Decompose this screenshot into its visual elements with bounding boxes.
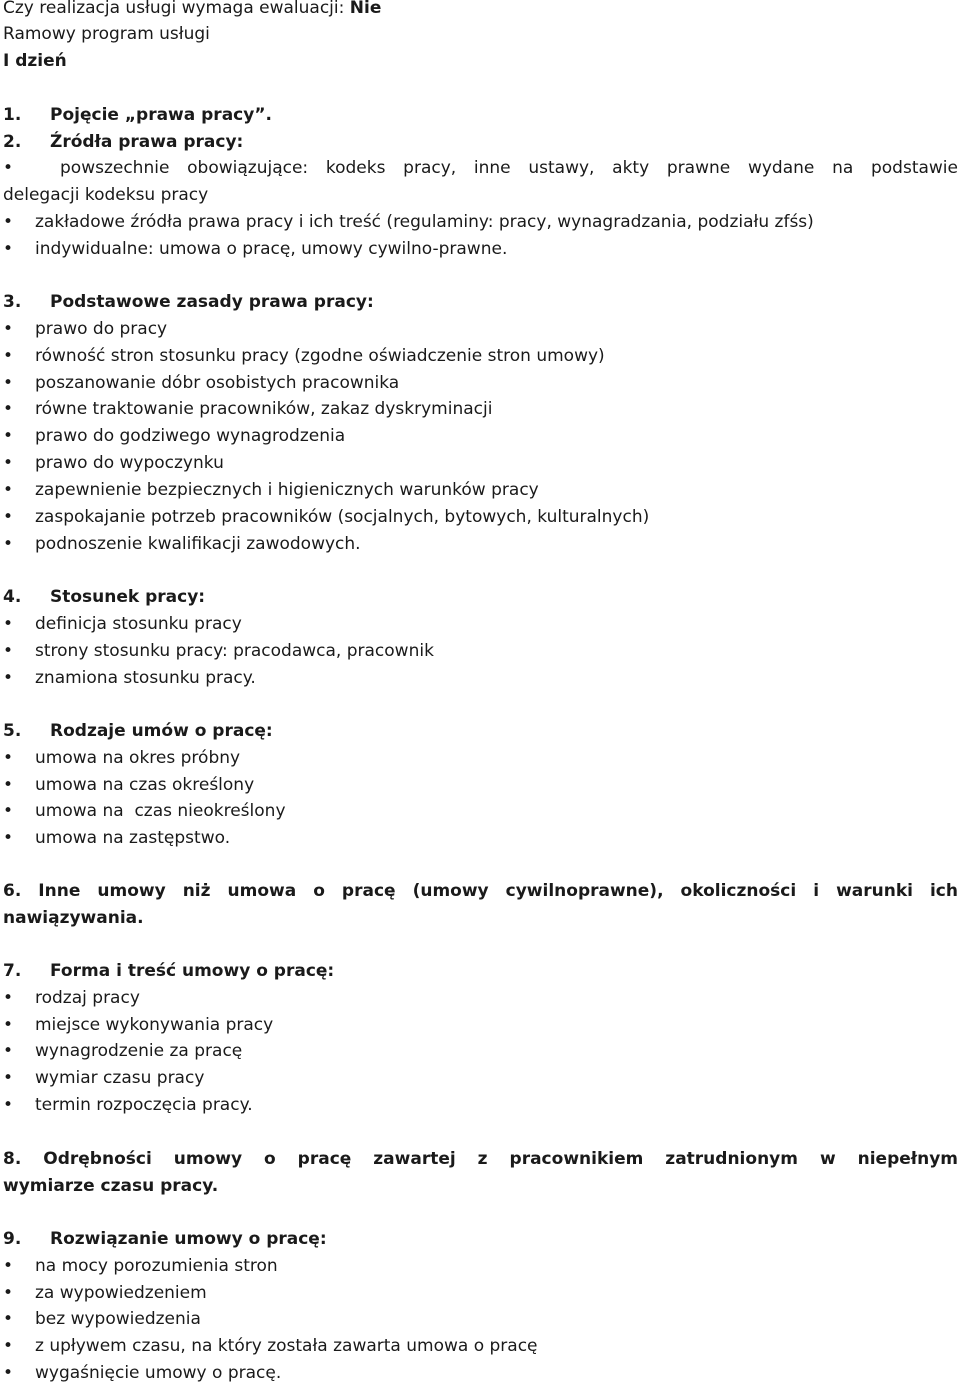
bullet-icon: • — [3, 426, 14, 446]
list-item-text: równość stron stosunku pracy (zgodne oświadczenie stron umowy) — [35, 346, 605, 366]
bullet-icon: • — [3, 212, 14, 232]
section-number: 5. — [3, 721, 22, 741]
bullet-icon: • — [3, 158, 14, 178]
section-6-heading-line1: 6. Inne umowy niż umowa o pracę (umowy cywilnoprawne), okoliczności i warunki ich — [3, 881, 958, 901]
section-number: 3. — [3, 292, 22, 312]
list-item-text: wynagrodzenie za pracę — [35, 1041, 243, 1061]
list-item-text: prawo do wypoczynku — [35, 453, 224, 473]
bullet-icon: • — [3, 319, 14, 339]
list-item-text: wygaśnięcie umowy o pracę. — [35, 1363, 282, 1383]
bullet-icon: • — [3, 453, 14, 473]
list-item-text: prawo do pracy — [35, 319, 168, 339]
list-item-text: poszanowanie dóbr osobistych pracownika — [35, 373, 400, 393]
bullet-icon: • — [3, 748, 14, 768]
section-title: Pojęcie „prawa pracy”. — [50, 105, 272, 125]
bullet-icon: • — [3, 1068, 14, 1088]
list-item-text: strony stosunku pracy: pracodawca, pracownik — [35, 641, 434, 661]
list-item-text: powszechnie obowiązujące: kodeks pracy, inne ustawy, akty prawne wydane na podstawie — [60, 158, 958, 178]
section-title: Stosunek pracy: — [50, 587, 206, 607]
evaluation-label: Czy realizacja usługi wymaga ewaluacji: — [3, 0, 350, 18]
list-item-text: znamiona stosunku pracy. — [35, 668, 256, 688]
section-title: Podstawowe zasady prawa pracy: — [50, 292, 374, 312]
bullet-icon: • — [3, 801, 14, 821]
bullet-icon: • — [3, 239, 14, 259]
list-item-text: zapewnienie bezpiecznych i higienicznych warunków pracy — [35, 480, 539, 500]
bullet-icon: • — [3, 373, 14, 393]
section-3-heading — [3, 294, 603, 311]
list-item-text: wymiar czasu pracy — [35, 1068, 205, 1088]
list-item-text: zaspokajanie potrzeb pracowników (socjalnych, bytowych, kulturalnych) — [35, 507, 650, 527]
section-number: 9. — [3, 1229, 22, 1249]
list-item-text: umowa na zastępstwo. — [35, 828, 231, 848]
list-item-text: podnoszenie kwalifikacji zawodowych. — [35, 534, 361, 554]
list-item-text: miejsce wykonywania pracy — [35, 1015, 274, 1035]
list-item-text: na mocy porozumienia stron — [35, 1256, 278, 1276]
section-number: 7. — [3, 961, 22, 981]
section-number: 1. — [3, 105, 22, 125]
list-item-text: termin rozpoczęcia pracy. — [35, 1095, 253, 1115]
section-1-heading — [3, 107, 603, 124]
evaluation-value: Nie — [349, 0, 382, 18]
list-item-continuation: delegacji kodeksu pracy — [3, 185, 209, 205]
list-item-text: z upływem czasu, na który została zawarta umowa o pracę — [35, 1336, 538, 1356]
section-6-heading-line2: nawiązywania. — [3, 908, 144, 928]
section-7-heading — [3, 963, 603, 980]
section-title: Rozwiązanie umowy o pracę: — [50, 1229, 327, 1249]
bullet-icon: • — [3, 507, 14, 527]
bullet-icon: • — [3, 399, 14, 419]
section-title: Forma i treść umowy o pracę: — [50, 961, 335, 981]
section-8-heading-line1: 8. Odrębności umowy o pracę zawartej z pracownikiem zatrudnionym w niepełnym — [3, 1149, 958, 1169]
bullet-icon: • — [3, 1015, 14, 1035]
bullet-icon: • — [3, 1095, 14, 1115]
section-5-heading — [3, 723, 603, 740]
list-item-text: indywidualne: umowa o pracę, umowy cywilno-prawne. — [35, 239, 508, 259]
program-title: Ramowy program usługi — [3, 24, 210, 44]
list-item-text: równe traktowanie pracowników, zakaz dyskryminacji — [35, 399, 493, 419]
bullet-icon: • — [3, 1041, 14, 1061]
list-item-text: rodzaj pracy — [35, 988, 140, 1008]
list-item-text: umowa na czas określony — [35, 775, 255, 795]
list-item-text: zakładowe źródła prawa pracy i ich treść (regulaminy: pracy, wynagradzania, podziału zfśs) — [35, 212, 814, 232]
bullet-icon: • — [3, 1256, 14, 1276]
bullet-icon: • — [3, 988, 14, 1008]
day-label: I dzień — [3, 51, 67, 71]
section-2-heading — [3, 134, 603, 151]
section-4-heading — [3, 589, 603, 606]
bullet-icon: • — [3, 614, 14, 634]
section-title: Źródła prawa pracy: — [50, 132, 244, 152]
bullet-icon: • — [3, 668, 14, 688]
section-number: 2. — [3, 132, 22, 152]
section-title: Rodzaje umów o pracę: — [50, 721, 273, 741]
list-item-text: za wypowiedzeniem — [35, 1283, 207, 1303]
bullet-icon: • — [3, 346, 14, 366]
bullet-icon: • — [3, 1309, 14, 1329]
list-item-text: bez wypowiedzenia — [35, 1309, 201, 1329]
bullet-icon: • — [3, 1336, 14, 1356]
evaluation-line — [3, 0, 381, 17]
list-item-text: umowa na okres próbny — [35, 748, 241, 768]
list-item-text: prawo do godziwego wynagrodzenia — [35, 426, 346, 446]
bullet-icon: • — [3, 828, 14, 848]
section-8-heading-line2: wymiarze czasu pracy. — [3, 1176, 219, 1196]
bullet-icon: • — [3, 480, 14, 500]
list-item-text: definicja stosunku pracy — [35, 614, 242, 634]
section-number: 4. — [3, 587, 22, 607]
list-item-text: umowa na czas nieokreślony — [35, 801, 286, 821]
bullet-icon: • — [3, 534, 14, 554]
bullet-icon: • — [3, 1363, 14, 1383]
bullet-icon: • — [3, 775, 14, 795]
section-9-heading — [3, 1231, 603, 1248]
bullet-icon: • — [3, 1283, 14, 1303]
bullet-icon: • — [3, 641, 14, 661]
